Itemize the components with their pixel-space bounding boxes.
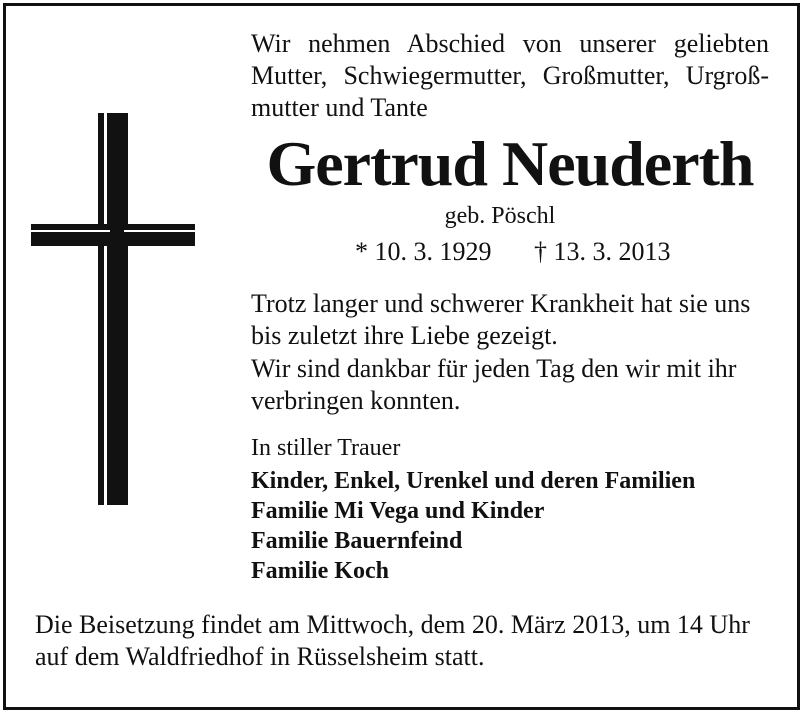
mourning-cross-icon xyxy=(0,0,200,510)
family-entry: Familie Mi Vega und Kinder xyxy=(251,498,545,524)
family-entry: Kinder, Enkel, Urenkel und deren Familien xyxy=(251,468,696,494)
illness-paragraph: Trotz langer und schwerer Krankheit hat sie uns bis zuletzt ihre Liebe gezeigt. xyxy=(251,289,751,350)
life-dates xyxy=(355,236,775,268)
deceased-name: Gertrud Neuderth xyxy=(266,128,754,199)
family-entry: Familie Bauernfeind xyxy=(251,528,463,554)
funeral-notice: Die Beisetzung findet am Mittwoch, dem 20. März 2013, um 14 Uhr auf dem Waldfriedhof in Rüsselsheim statt. xyxy=(35,610,750,671)
death-date: † 13. 3. 2013 xyxy=(534,237,671,266)
mourning-line: In stiller Trauer xyxy=(251,435,401,461)
family-list xyxy=(251,466,771,586)
intro-text: Wir nehmen Abschied von unserer geliebten Mutter, Schwiegermutter, Großmutter, Urgroß-mutter und Tante xyxy=(251,29,769,122)
family-entry: Familie Koch xyxy=(251,558,389,584)
birth-name: geb. Pöschl xyxy=(444,203,556,229)
gratitude-paragraph: Wir sind dankbar für jeden Tag den wir mit ihr verbringen konnten. xyxy=(251,354,737,415)
birth-date: * 10. 3. 1929 xyxy=(355,237,492,266)
